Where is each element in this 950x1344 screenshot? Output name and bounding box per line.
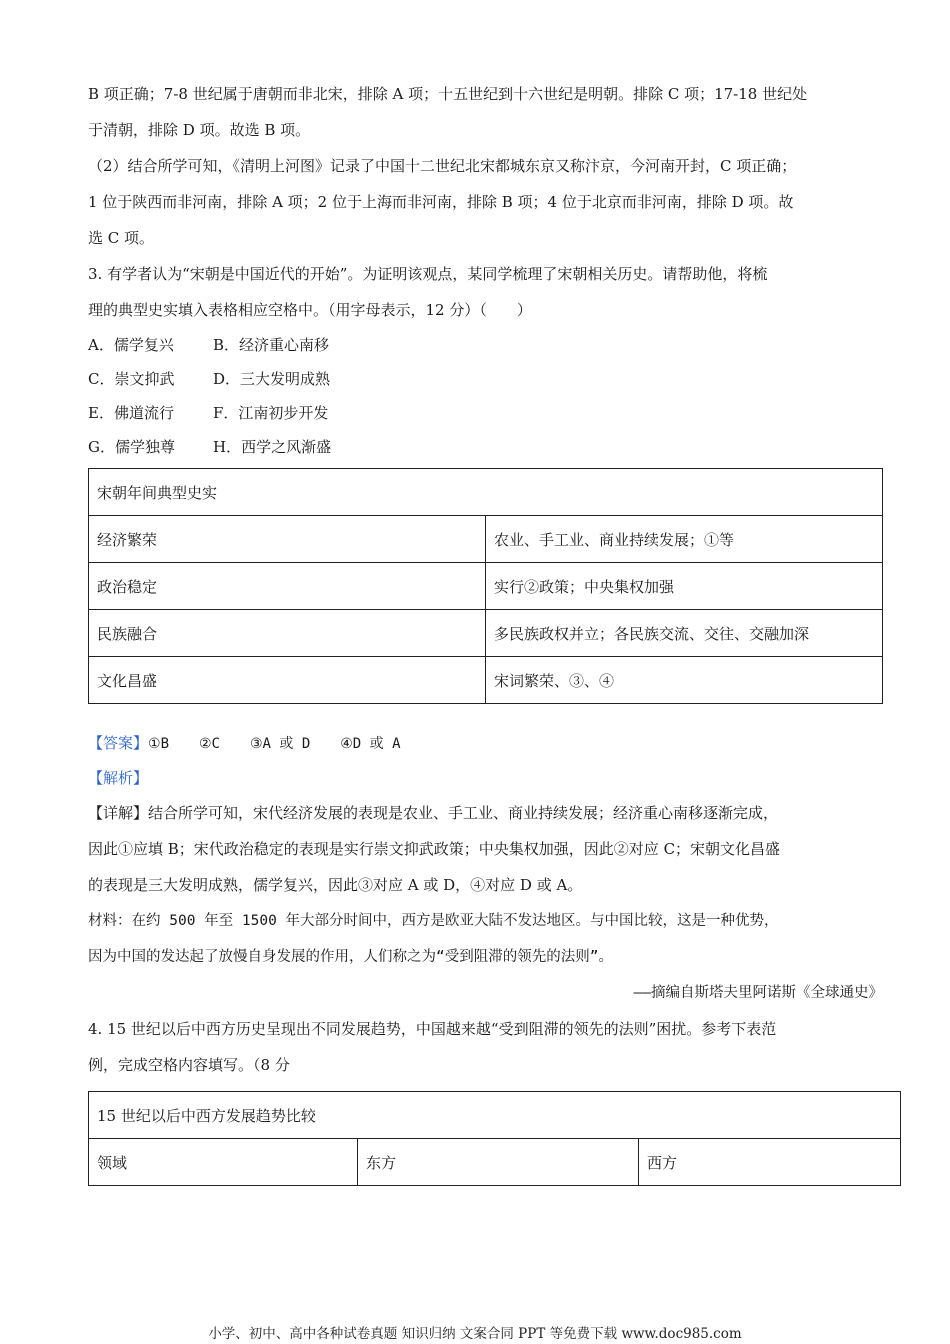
detail-explanation xyxy=(88,795,883,903)
material-block xyxy=(88,903,883,1011)
table-row xyxy=(89,563,883,610)
table-cell: 农业、手工业、商业持续发展；①等 xyxy=(486,516,883,563)
song-dynasty-table xyxy=(88,468,883,704)
material-line: 材料：在约 500 年至 1500 年大部分时间中，西方是欧亚大陆不发达地区。与中国比较，这是一种优势， xyxy=(88,913,779,929)
detail-tag: 【详解】 xyxy=(88,804,149,822)
option-h: H．西学之风渐盛 xyxy=(213,438,332,456)
table-row xyxy=(89,610,883,657)
table-row xyxy=(89,516,883,563)
analysis-tag: 【解析】 xyxy=(88,769,149,787)
options-list xyxy=(88,328,883,464)
question-stem: 理的典型史实填入表格相应空格中。（用字母表示，12 分）（ ） xyxy=(88,301,532,319)
option-row xyxy=(88,328,883,362)
text-line: B 项正确；7-8 世纪属于唐朝而非北宋，排除 A 项；十五世纪到十六世纪是明朝。排除 C 项；17-18 世纪处 xyxy=(88,85,808,103)
material-line: 因为中国的发达起了放慢自身发展的作用，人们称之为“受到阻滞的领先的法则”。 xyxy=(88,949,613,965)
page-footer: 小学、初中、高中各种试卷真题 知识归纳 文案合同 PPT 等免费下载 www.doc985.com xyxy=(208,1326,742,1342)
option-row xyxy=(88,430,883,464)
question-stem: 例，完成空格内容填写。（8 分 xyxy=(88,1056,290,1074)
table-cell: 宋词繁荣、③、④ xyxy=(486,657,883,704)
answer-item: ③A 或 D xyxy=(249,736,311,752)
option-row xyxy=(88,362,883,396)
answer-row xyxy=(88,726,883,761)
text-line: 选 C 项。 xyxy=(88,229,155,247)
table-title: 15 世纪以后中西方发展趋势比较 xyxy=(89,1092,901,1139)
option-d: D．三大发明成熟 xyxy=(213,370,331,388)
table-cell: 实行②政策；中央集权加强 xyxy=(486,563,883,610)
table-title: 宋朝年间典型史实 xyxy=(89,469,883,516)
table-cell: 民族融合 xyxy=(89,610,486,657)
table-header-cell: 领域 xyxy=(89,1139,358,1186)
option-c: C．崇文抑武 xyxy=(88,370,175,388)
text-line: 的表现是三大发明成熟，儒学复兴，因此③对应 A 或 D，④对应 D 或 A。 xyxy=(88,876,583,894)
answer-item: ④D 或 A xyxy=(340,736,401,752)
answer-tag: 【答案】 xyxy=(88,734,149,752)
table-header-cell: 东方 xyxy=(358,1139,639,1186)
table-header-cell: 西方 xyxy=(639,1139,901,1186)
previous-answer-explanation xyxy=(88,76,883,256)
table-row xyxy=(89,657,883,704)
material-source: ——摘编自斯塔夫里阿诺斯《全球通史》 xyxy=(633,985,883,1001)
question-stem: 4. 15 世纪以后中西方历史呈现出不同发展趋势，中国越来越“受到阻滞的领先的法则”困扰。参考下表范 xyxy=(88,1020,777,1038)
table-header-row xyxy=(89,1139,901,1186)
text-line: 于清朝，排除 D 项。故选 B 项。 xyxy=(88,121,311,139)
comparison-table xyxy=(88,1091,901,1186)
answer-item: ①B xyxy=(148,736,169,752)
detail-text: 结合所学可知，宋代经济发展的表现是农业、手工业、商业持续发展；经济重心南移逐渐完成， xyxy=(148,804,779,822)
option-a: A．儒学复兴 xyxy=(88,336,174,354)
table-cell: 多民族政权并立；各民族交流、交往、交融加深 xyxy=(486,610,883,657)
analysis-heading xyxy=(88,761,883,795)
option-row xyxy=(88,396,883,430)
question-stem: 3. 有学者认为“宋朝是中国近代的开始”。为证明该观点，某同学梳理了宋朝相关历史。请帮助他，将梳 xyxy=(88,265,768,283)
question-3 xyxy=(88,256,883,903)
table-title-row xyxy=(89,1092,901,1139)
option-g: G．儒学独尊 xyxy=(88,438,175,456)
table-cell: 经济繁荣 xyxy=(89,516,486,563)
text-line: 1 位于陕西而非河南，排除 A 项；2 位于上海而非河南，排除 B 项；4 位于北京而非河南，排除 D 项。故 xyxy=(88,193,794,211)
option-e: E．佛道流行 xyxy=(88,404,174,422)
document-page xyxy=(88,76,883,1186)
text-line xyxy=(88,795,883,831)
table-title-row xyxy=(89,469,883,516)
answer-item: ②C xyxy=(199,736,220,752)
question-4 xyxy=(88,1011,883,1186)
option-f: F．江南初步开发 xyxy=(213,404,329,422)
table-cell: 政治稳定 xyxy=(89,563,486,610)
table-cell: 文化昌盛 xyxy=(89,657,486,704)
text-line: （2）结合所学可知，《清明上河图》记录了中国十二世纪北宋都城东京又称汴京，今河南开封，C 项正确； xyxy=(88,157,797,175)
option-b: B．经济重心南移 xyxy=(213,336,330,354)
text-line: 因此①应填 B；宋代政治稳定的表现是实行崇文抑武政策；中央集权加强，因此②对应 C；宋朝文化昌盛 xyxy=(88,840,781,858)
